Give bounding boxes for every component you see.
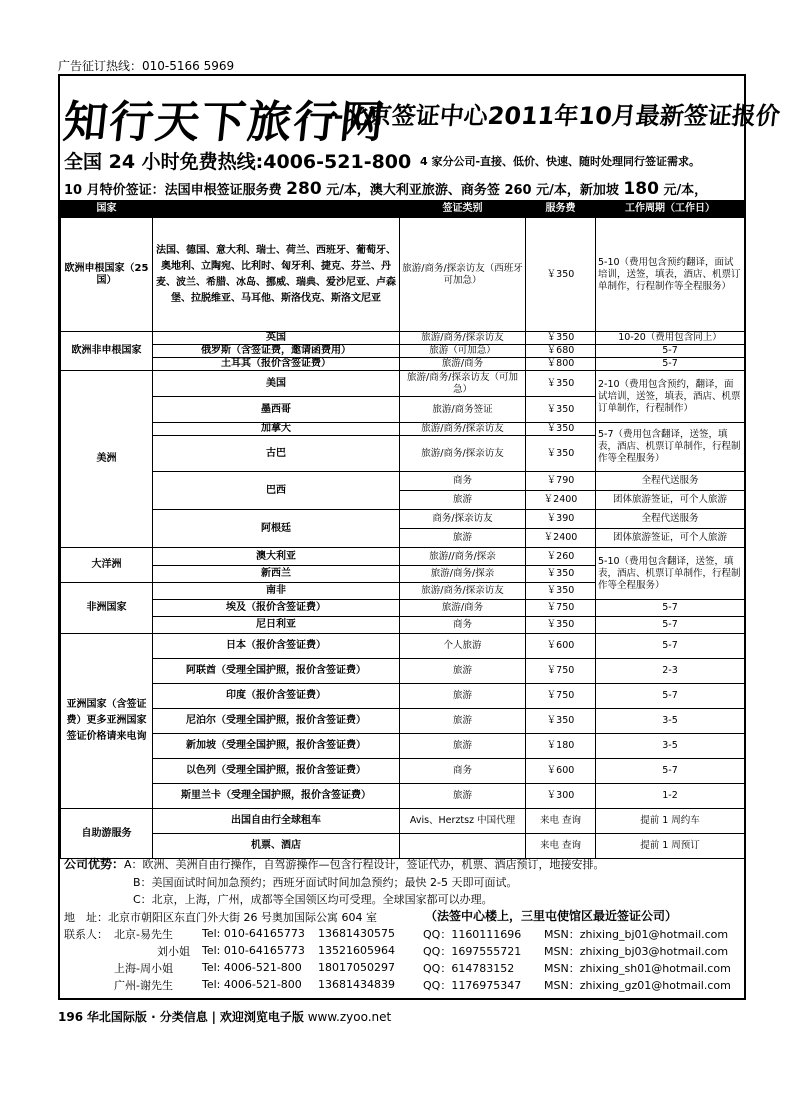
contact-name: 上海-周小姐: [114, 961, 173, 975]
type-cuba: 旅游/商务/探亲访友: [400, 436, 526, 472]
country-australia: 澳大利亚: [153, 548, 400, 566]
footer-welcome: 欢迎浏览电子版: [219, 1010, 304, 1024]
type-singapore: 旅游: [400, 734, 526, 759]
address: 地 址：北京市朝阳区东直门外大街 26 号奥加国际公寓 604 室: [64, 911, 377, 924]
ad-hotline: 广告征订热线：010-5166 5969: [58, 59, 235, 73]
contact-qq: QQ：1160111696: [423, 927, 522, 941]
fee-japan: ￥600: [526, 634, 596, 659]
brand-title: 知行天下旅行网: [60, 97, 389, 148]
fee-mexico: ￥350: [526, 397, 596, 423]
type-brazil-tour: 旅游: [400, 491, 526, 510]
fee-tickets: 来电 查询: [526, 834, 596, 859]
period-uk: 10-20（费用包含同上）: [596, 332, 745, 345]
advantage-label: 公司优势：: [64, 857, 125, 871]
page-number: 196: [58, 1010, 84, 1024]
country-canada: 加拿大: [153, 423, 400, 436]
country-israel: 以色列（受理全国护照，报价含签证费）: [153, 759, 400, 784]
period-russia: 5-7: [596, 345, 745, 358]
fee-newzealand: ￥350: [526, 566, 596, 583]
type-israel: 商务: [400, 759, 526, 784]
type-brazil-business: 商务: [400, 472, 526, 491]
fee-cuba: ￥350: [526, 436, 596, 472]
period-uae: 2-3: [596, 659, 745, 684]
type-argentina-business: 商务/探亲访友: [400, 510, 526, 529]
header-fee: 服务费: [526, 201, 596, 218]
advantage-b: B：美国面试时间加急预约；西班牙面试时间加急预约；最快 2-5 天即可面试。: [133, 876, 518, 889]
period-argentina-tour: 团体旅游签证，可个人旅游: [596, 529, 745, 548]
table-row: [61, 809, 745, 834]
header-country-blank: [153, 201, 400, 218]
contact-tel: Tel: 4006-521-800: [202, 961, 302, 974]
contact-tel: Tel: 010-64165773: [202, 927, 305, 940]
country-brazil: 巴西: [153, 472, 400, 510]
table-row: [61, 784, 745, 809]
country-uk: 英国: [153, 332, 400, 345]
fee-australia: ￥260: [526, 548, 596, 566]
period-argentina-business: 全程代送服务: [596, 510, 745, 529]
period-egypt: 5-7: [596, 600, 745, 617]
country-newzealand: 新西兰: [153, 566, 400, 583]
contact-row: [64, 942, 744, 959]
footer-site-link[interactable]: www.zyoo.net: [307, 1010, 392, 1024]
table-row: [61, 684, 745, 709]
fee-uk: ￥350: [526, 332, 596, 345]
country-egypt: 埃及（报价含签证费）: [153, 600, 400, 617]
group-africa: 非洲国家: [61, 583, 153, 634]
country-japan: 日本（报价含签证费）: [153, 634, 400, 659]
type-srilanka: 旅游: [400, 784, 526, 809]
contact-name: 广州-谢先生: [114, 978, 173, 992]
type-car-rental: Avis、Herztsz 中国代理: [400, 809, 526, 834]
period-nigeria: 5-7: [596, 617, 745, 634]
group-asia: 亚洲国家（含签证费）更多亚洲国家签证价格请来电询: [61, 634, 153, 809]
table-row: [61, 345, 745, 358]
contact-msn[interactable]: MSN：zhixing_gz01@hotmail.com: [544, 978, 731, 992]
country-nigeria: 尼日利亚: [153, 617, 400, 634]
country-india: 印度（报价含签证费）: [153, 684, 400, 709]
fee-israel: ￥600: [526, 759, 596, 784]
page-footer: [58, 1008, 391, 1025]
fee-srilanka: ￥300: [526, 784, 596, 809]
type-newzealand: 旅游/商务/探亲: [400, 566, 526, 583]
fee-uae: ￥750: [526, 659, 596, 684]
period-japan: 5-7: [596, 634, 745, 659]
fee-car-rental: 来电 查询: [526, 809, 596, 834]
type-argentina-tour: 旅游: [400, 529, 526, 548]
fee-argentina-business: ￥390: [526, 510, 596, 529]
header-type: 签证类别: [400, 201, 526, 218]
contact-qq: QQ：614783152: [423, 961, 515, 975]
type-uk: 旅游/商务/探亲访友: [400, 332, 526, 345]
free-hotline: 全国 24 小时免费热线:4006-521-800: [64, 151, 412, 173]
table-row: [61, 600, 745, 617]
contact-mobile: 18017050297: [318, 961, 395, 974]
contact-msn[interactable]: MSN：zhixing_bj01@hotmail.com: [544, 927, 729, 941]
fee-singapore: ￥180: [526, 734, 596, 759]
contact-qq: QQ：1176975347: [423, 978, 522, 992]
fee-turkey: ￥800: [526, 358, 596, 371]
contact-mobile: 13521605964: [318, 944, 395, 957]
period-india: 5-7: [596, 684, 745, 709]
country-uae: 阿联酋（受理全国护照，报价含签证费）: [153, 659, 400, 684]
table-row: [61, 358, 745, 371]
period-brazil-business: 全程代送服务: [596, 472, 745, 491]
header-period: 工作周期（工作日）: [596, 201, 745, 218]
special-mid: 元/本，澳大利亚旅游、商务签 260 元/本，新加坡: [326, 183, 619, 198]
contact-tel: Tel: 010-64165773: [202, 944, 305, 957]
type-nepal: 旅游: [400, 709, 526, 734]
address-note: （法签中心楼上，三里屯使馆区最近签证公司）: [425, 909, 678, 923]
table-row: [61, 423, 745, 436]
fee-usa: ￥350: [526, 371, 596, 397]
period-turkey: 5-7: [596, 358, 745, 371]
fee-egypt: ￥750: [526, 600, 596, 617]
group-self-drive: 自助游服务: [61, 809, 153, 859]
table-row: [61, 371, 745, 397]
type-south-africa: 旅游/商务/探亲访友: [400, 583, 526, 600]
contacts-label: 联系人：: [64, 927, 108, 941]
fee-brazil-business: ￥790: [526, 472, 596, 491]
special-price-france: 280: [286, 179, 322, 199]
advantage-a: [64, 855, 605, 872]
table-row: [61, 218, 745, 332]
special-price-singapore: 180: [623, 179, 659, 199]
fee-nigeria: ￥350: [526, 617, 596, 634]
contact-name: 北京-易先生: [114, 927, 173, 941]
type-schengen: 旅游/商务/探亲访友（西班牙可加急）: [400, 218, 526, 332]
table-row: [61, 759, 745, 784]
contact-mobile: 13681434839: [318, 978, 395, 991]
table-row: [61, 634, 745, 659]
contact-tel: Tel: 4006-521-800: [202, 978, 302, 991]
contact-row: [64, 959, 744, 976]
group-non-schengen: 欧洲非申根国家: [61, 332, 153, 371]
country-argentina: 阿根廷: [153, 510, 400, 548]
footer-separator: |: [211, 1010, 217, 1024]
contact-name: 刘小姐: [157, 944, 190, 958]
fee-india: ￥750: [526, 684, 596, 709]
table-row: [61, 709, 745, 734]
fee-schengen: ￥350: [526, 218, 596, 332]
country-usa: 美国: [153, 371, 400, 397]
country-tickets: 机票、酒店: [153, 834, 400, 859]
period-americas-1: 2-10（费用包含预约，翻译，面试培训，送签，填表，酒店、机票订单制作，行程制作）: [596, 371, 745, 423]
table-row: [61, 472, 745, 491]
type-uae: 旅游: [400, 659, 526, 684]
table-row: [61, 332, 745, 345]
country-south-africa: 南非: [153, 583, 400, 600]
table-row: [61, 659, 745, 684]
type-usa: 旅游/商务/探亲访友（可加急）: [400, 371, 526, 397]
group-oceania: 大洋洲: [61, 548, 153, 583]
period-srilanka: 1-2: [596, 784, 745, 809]
advantage-c: C：北京，上海，广州，成都等全国领区均可受理。全球国家都可以办理。: [133, 893, 493, 906]
period-singapore: 3-5: [596, 734, 745, 759]
contact-row: [64, 976, 744, 993]
group-americas: 美洲: [61, 371, 153, 548]
type-egypt: 旅游/商务: [400, 600, 526, 617]
advantage-a-text: A：欧洲、美洲自由行操作，自驾游操作—包含行程设计，签证代办，机票、酒店预订，地接安排。: [124, 858, 605, 871]
contact-row: [64, 925, 744, 942]
fee-russia: ￥680: [526, 345, 596, 358]
fee-south-africa: ￥350: [526, 583, 596, 600]
contacts-table: [64, 925, 744, 993]
fee-argentina-tour: ￥2400: [526, 529, 596, 548]
period-brazil-tour: 团体旅游签证，可个人旅游: [596, 491, 745, 510]
visa-price-table: [60, 200, 745, 859]
contact-qq: QQ：1697555721: [423, 944, 522, 958]
group-schengen: 欧洲申根国家（25 国）: [61, 218, 153, 332]
special-end: 元/本，: [663, 183, 708, 198]
contact-msn[interactable]: MSN：zhixing_bj03@hotmail.com: [544, 944, 729, 958]
country-singapore: 新加坡（受理全国护照，报价含签证费）: [153, 734, 400, 759]
period-tickets: 提前 1 周预订: [596, 834, 745, 859]
table-row: [61, 548, 745, 566]
type-nigeria: 商务: [400, 617, 526, 634]
country-russia: 俄罗斯（含签证费，邀请函费用）: [153, 345, 400, 358]
country-nepal: 尼泊尔（受理全国护照，报价含签证费）: [153, 709, 400, 734]
country-schengen: 法国、德国、意大利、瑞士、荷兰、西班牙、葡萄牙、奥地利、立陶宛、比利时、匈牙利、捷克、芬兰、丹麦、波兰、希腊、冰岛、挪威、瑞典、爱沙尼亚、卢森堡、拉脱维亚、马耳他、斯洛伐克、斯洛文尼亚: [153, 218, 400, 332]
table-header: [61, 201, 745, 218]
country-mexico: 墨西哥: [153, 397, 400, 423]
table-row: [61, 734, 745, 759]
country-cuba: 古巴: [153, 436, 400, 472]
contact-mobile: 13681430575: [318, 927, 395, 940]
fee-canada: ￥350: [526, 423, 596, 436]
special-label: 10 月特价签证：法国申根签证服务费: [64, 183, 282, 198]
type-australia: 旅游//商务/探亲: [400, 548, 526, 566]
special-offer: [64, 179, 707, 199]
footer-section: 华北国际版 · 分类信息: [86, 1010, 208, 1024]
type-canada: 旅游/商务/探亲访友: [400, 423, 526, 436]
hotline-note: 4 家分公司-直接、低价、快速、随时处理同行签证需求。: [420, 155, 701, 168]
country-srilanka: 斯里兰卡（受理全国护照，报价含签证费）: [153, 784, 400, 809]
period-americas-2: 5-7（费用包含翻译，送签，填表，酒店、机票订单制作，行程制作等全程服务）: [596, 423, 745, 472]
period-nepal: 3-5: [596, 709, 745, 734]
period-oceania: 5-10（费用包含翻译，送签，填表，酒店、机票订单制作，行程制作等全程服务）: [596, 548, 745, 600]
type-india: 旅游: [400, 684, 526, 709]
header-country: 国家: [61, 201, 153, 218]
tagline: --北京签证中心2011年10月最新签证报价: [322, 102, 782, 130]
table-row: [61, 510, 745, 529]
contact-msn[interactable]: MSN：zhixing_sh01@hotmail.com: [544, 961, 731, 975]
country-car-rental: 出国自由行全球租车: [153, 809, 400, 834]
fee-nepal: ￥350: [526, 709, 596, 734]
table-row: [61, 617, 745, 634]
type-turkey: 旅游/商务: [400, 358, 526, 371]
period-car-rental: 提前 1 周约车: [596, 809, 745, 834]
country-turkey: 土耳其（报价含签证费）: [153, 358, 400, 371]
period-israel: 5-7: [596, 759, 745, 784]
fee-brazil-tour: ￥2400: [526, 491, 596, 510]
type-russia: 旅游（可加急）: [400, 345, 526, 358]
period-schengen: 5-10（费用包含预约翻译，面试培训，送签，填表，酒店、机票订单制作，行程制作等全程服务）: [596, 218, 745, 332]
type-mexico: 旅游/商务签证: [400, 397, 526, 423]
type-japan: 个人旅游: [400, 634, 526, 659]
